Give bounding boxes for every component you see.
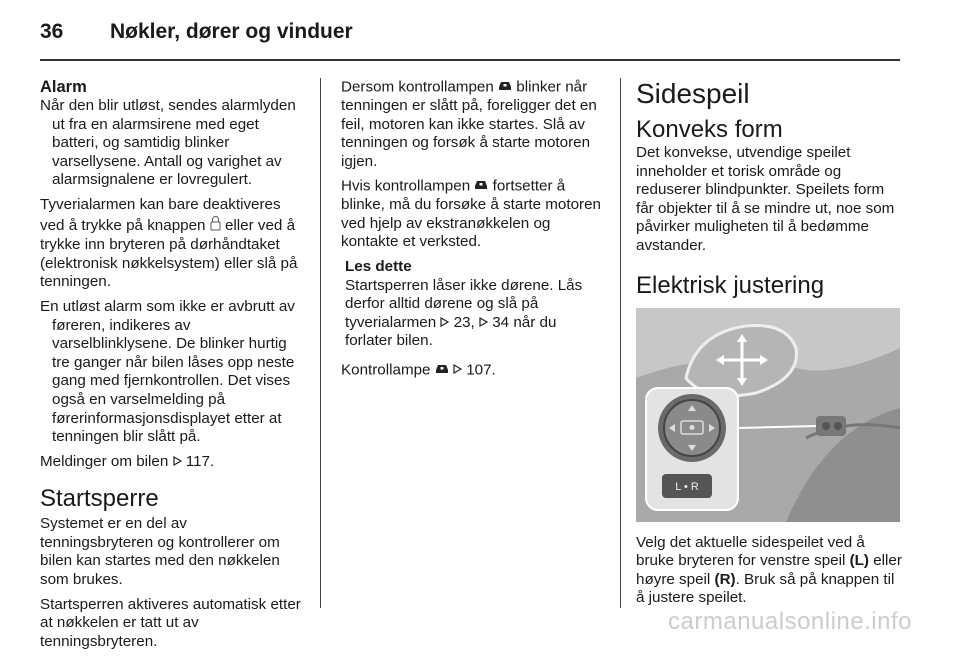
alarm-p2-text-a: Tyverialarmen kan bare deaktiveres ved å trykke på knappen	[40, 195, 281, 234]
startsperre-heading: Startsperre	[40, 485, 159, 513]
velg-text-b: eller høyre speil	[636, 552, 902, 588]
car-key-lamp-icon	[474, 177, 488, 196]
alarm-heading: Alarm	[40, 78, 87, 96]
col2-p3-ref: 107.	[466, 361, 496, 379]
note-text-c: 34 når du forlater bilen.	[345, 313, 557, 350]
alarm-p4-ref: 117.	[185, 452, 215, 470]
konveks-heading: Konveks form	[636, 116, 783, 143]
col2-p2-text-b: fortsetter å blinke, må du forsøke å starte motoren ved hjelp av ekstranøkkelen og kontakte et verksted.	[341, 177, 601, 251]
alarm-paragraph-2	[40, 196, 302, 292]
watermark: carmanualsonline.info	[668, 608, 912, 635]
startsperre-paragraph-1: Systemet er en del av tenningsbryteren og kontrollerer om bilen kan startes med den nøkkelen som brukes.	[40, 515, 280, 589]
triangle-ref-arrow-icon	[453, 361, 462, 378]
velg-right-label: (R)	[714, 570, 736, 588]
switch-label: L • R	[675, 480, 699, 493]
triangle-ref-arrow-icon	[479, 314, 488, 331]
note-text-a: Startsperren låser ikke dørene. Lås derfor alltid dørene og slå på tyverialarmen	[345, 276, 583, 331]
alarm-p4-text: Meldinger om bilen	[40, 452, 169, 470]
velg-paragraph	[636, 534, 902, 608]
alarm-paragraph-4	[40, 453, 302, 472]
page-number: 36	[40, 20, 64, 43]
alarm-p2-text-b: eller ved å trykke inn bryteren på dørhåndtaket (elektronisk nøkkelsystem) eller slå på tenningen.	[40, 216, 298, 291]
velg-left-label: (L)	[849, 552, 869, 570]
padlock-outline-icon	[210, 215, 221, 237]
sidespeil-heading: Sidespeil	[636, 78, 750, 109]
velg-text-c: . Bruk så på knappen til å justere speilet.	[636, 570, 895, 607]
page-header	[40, 20, 353, 44]
elektrisk-heading: Elektrisk justering	[636, 271, 825, 299]
col2-p1-text-b: blinker når tenningen er slått på, foreligger det en feil, motoren kan ikke startes. Slå av tenningen og forsøk å starte motoren igjen.	[341, 78, 597, 170]
alarm-paragraph-3: En utløst alarm som ikke er avbrutt av føreren, indikeres av varselblinklysene. De blinker hurtig tre ganger når bilen låses opp neste gang med fjernkontrollen. Det vises også en varselmelding på førerinformasjonsdisplayet etter at tenningen blir slått på.	[40, 297, 295, 446]
note-title: Les dette	[345, 257, 412, 275]
col2-p2-text-a: Hvis kontrollampen	[341, 177, 471, 195]
velg-text-a: Velg det aktuelle sidespeilet ved å bruke bryteren for venstre speil	[636, 533, 865, 570]
note-ref-1: 23,	[453, 313, 475, 331]
col2-paragraph-3	[341, 361, 604, 380]
column-2	[341, 78, 604, 386]
triangle-ref-arrow-icon	[440, 314, 449, 331]
header-rule	[40, 59, 900, 61]
col2-p3-text: Kontrollampe	[341, 361, 431, 379]
col2-paragraph-1	[341, 78, 604, 171]
car-key-lamp-icon	[435, 361, 449, 380]
alarm-paragraph-1: Når den blir utløst, sendes alarmlyden ut fra en alarmsirene med eget batteri, og samtidig blinker varsellysene. Antall og varighet av alarmsignalene er lovregulert.	[40, 97, 296, 189]
col2-paragraph-2	[341, 177, 604, 252]
column-divider-1	[320, 78, 321, 608]
column-1	[40, 78, 302, 657]
triangle-ref-arrow-icon	[173, 453, 182, 470]
car-key-lamp-icon	[498, 78, 512, 97]
konveks-paragraph: Det konvekse, utvendige speilet inneholder et torisk område og reduserer blindpunkter. Speilets form får objekter til å se mindre ut, noe som påvirker muligheten til å bedømme avstander.	[636, 144, 895, 254]
mirror-switch-photo	[636, 308, 900, 522]
note-box	[341, 258, 604, 351]
page-title: Nøkler, dører og vinduer	[110, 20, 353, 43]
column-3	[636, 78, 902, 614]
column-divider-2	[620, 78, 621, 608]
startsperre-paragraph-2: Startsperren aktiveres automatisk etter at nøkkelen er tatt ut av tenningsbryteren.	[40, 595, 301, 650]
col2-p1-text-a: Dersom kontrollampen	[341, 78, 494, 96]
